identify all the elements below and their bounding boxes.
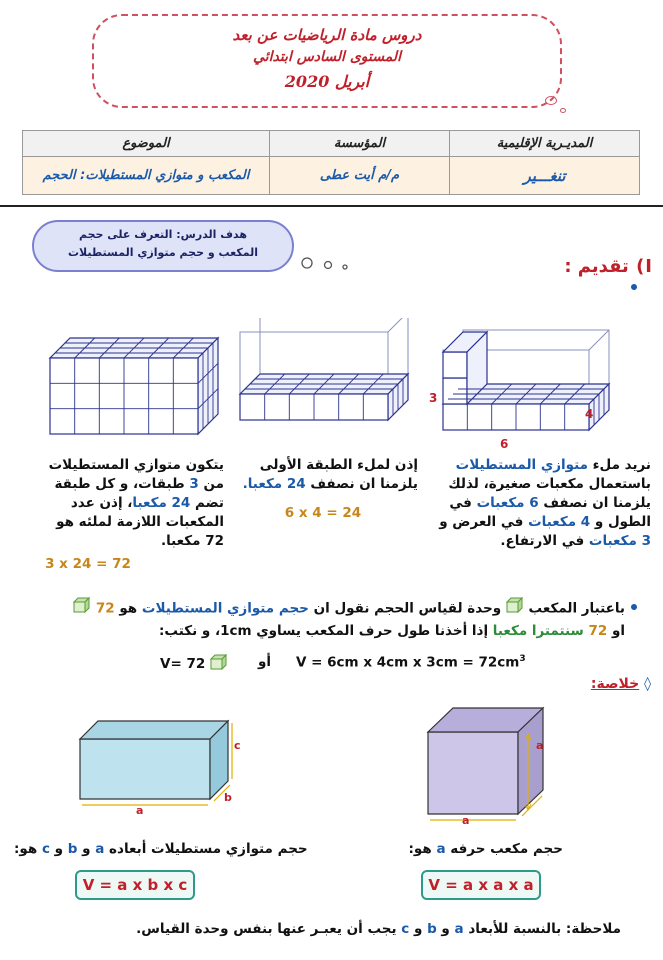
cube-figure — [418, 702, 568, 827]
table-cell-directorate: تنغـــير — [450, 157, 640, 195]
text-highlight: 24 مكعبا. — [242, 476, 306, 492]
text: V = 6cm x 4cm x 3cm = 72cm — [296, 654, 520, 671]
header-line-3: أبريل 2020 — [284, 72, 370, 91]
text: باستعمال مكعبات صغيرة، لذلك — [448, 476, 651, 492]
text-highlight: 6 مكعبات — [476, 495, 539, 511]
prism-formula-box: V = a x b x c — [75, 870, 195, 900]
bullet — [631, 284, 637, 290]
text: المكعبات اللازمة لملئه هو — [56, 514, 224, 530]
text-highlight: b — [67, 841, 78, 857]
text: هو — [114, 600, 142, 617]
text: هو: — [408, 841, 437, 857]
cube-formula-box: V = a x a x a — [421, 870, 541, 900]
text-highlight: c — [41, 841, 50, 857]
cube-edge-label: a — [536, 739, 544, 752]
cloud-bubble — [545, 96, 557, 105]
text: يتكون متوازي المستطيلات — [48, 457, 224, 473]
text: خلاصة: — [590, 676, 640, 692]
diamond-icon: ◊ — [644, 676, 651, 692]
text: حجم مكعب حرفه — [445, 841, 563, 857]
prism-volume-text — [14, 840, 308, 859]
text: حجم متوازي مستطيلات أبعاده — [104, 841, 308, 857]
text: و — [77, 841, 96, 857]
unit-cube-icon — [210, 654, 228, 674]
text-highlight: 3 مكعبات — [588, 533, 651, 549]
text-highlight: 24 مكعبا — [132, 495, 191, 511]
prism-label-b: b — [224, 791, 232, 804]
formula-cm — [296, 654, 526, 671]
prism-figure — [72, 715, 252, 815]
section-title — [564, 256, 653, 277]
divider — [0, 205, 663, 207]
cube-volume-text — [409, 840, 563, 859]
text: في — [449, 495, 477, 511]
text-highlight: a — [95, 841, 105, 857]
text: الطول و — [590, 514, 651, 530]
text-highlight: حجم متوازي المستطيلات — [141, 600, 309, 617]
text: هو: — [14, 841, 42, 857]
header-line-2: المستوى السادس ابتدائي — [253, 49, 401, 65]
paragraph-left — [12, 456, 224, 574]
header-line-1: دروس مادة الرياضيات عن بعد — [232, 26, 422, 44]
goal-bubbles — [295, 253, 355, 275]
prism-full-figure — [40, 318, 230, 448]
text: طبقات، و كل طبقة — [54, 476, 190, 492]
label-width: 4 — [585, 407, 594, 421]
text: باعتبار المكعب — [523, 600, 625, 617]
table-header: الموضوع — [23, 131, 270, 157]
goal-line-2: المكعب و حجم متوازي المستطيلات — [67, 246, 259, 259]
summary-title — [591, 676, 651, 692]
prism-layer-figure — [228, 318, 423, 448]
text: في العرض و — [439, 514, 529, 530]
text: و — [436, 921, 455, 937]
text: و — [49, 841, 68, 857]
text-highlight: متوازي المستطيلات — [455, 457, 588, 473]
prism-label-c: c — [234, 739, 241, 752]
calc-middle: 6 x 4 = 24 — [284, 505, 362, 521]
text: يجب أن يعبـر عنها بنفس وحدة القياس. — [136, 921, 402, 937]
table-header: المديـرية الإقليمية — [450, 131, 640, 157]
text: يلزمنا ان نصفف — [538, 495, 651, 511]
header-cloud — [92, 14, 562, 108]
text: في الارتفاع. — [500, 533, 589, 549]
text: و — [409, 921, 428, 937]
prism-label-a: a — [136, 804, 144, 817]
statement — [20, 597, 625, 642]
note — [136, 920, 621, 939]
section-title-text: تقديم : — [564, 256, 629, 277]
prism-row-figure — [425, 310, 625, 455]
text-highlight: a — [436, 841, 446, 857]
text-highlight: 72 — [95, 600, 115, 617]
text-highlight: 72 — [588, 623, 608, 639]
calc-left: 3 x 24 = 72 — [45, 556, 131, 572]
text-highlight: 3 — [189, 476, 199, 492]
formula-units — [160, 654, 228, 674]
cloud-bubble — [560, 108, 566, 113]
cube-bottom-label: a — [462, 814, 470, 827]
text-highlight: 4 مكعبات — [528, 514, 591, 530]
text: إذا أخذنا طول حرف المكعب يساوي 1cm، و نكتب: — [159, 623, 493, 639]
text-highlight: a — [454, 921, 464, 937]
bullet — [631, 604, 637, 610]
text-highlight: b — [427, 921, 437, 937]
text: او — [607, 623, 625, 639]
text-highlight: سنتمترا مكعبا — [492, 623, 589, 639]
paragraph-right — [439, 456, 651, 551]
text: 72 مكعبا. — [160, 533, 224, 549]
table-cell-topic: المكعب و متوازي المستطيلات: الحجم — [23, 157, 270, 195]
text: ملاحظة: بالنسبة للأبعاد — [463, 921, 621, 937]
text: وحدة لقياس الحجم نقول ان — [308, 600, 502, 617]
info-table — [22, 130, 640, 195]
unit-cube-icon — [506, 597, 524, 620]
text-highlight: c — [401, 921, 410, 937]
goal-line-1: هدف الدرس: التعرف على حجم — [78, 228, 248, 241]
text: ، إذن عدد — [70, 495, 133, 511]
text: 3 — [519, 654, 526, 664]
label-height: 3 — [429, 391, 438, 405]
table-cell-school: م/م أيت عطى — [270, 157, 450, 195]
unit-cube-icon — [73, 597, 91, 620]
text: تضم — [190, 495, 224, 511]
text: V= 72 — [160, 656, 206, 672]
paragraph-middle — [228, 456, 418, 523]
text: من — [198, 476, 224, 492]
table-header: المؤسسة — [270, 131, 450, 157]
section-number: I) — [636, 256, 653, 277]
label-length: 6 — [500, 437, 509, 451]
text: نريد ملء — [587, 457, 651, 473]
or-word: أو — [258, 654, 272, 670]
goal-cloud — [32, 220, 294, 272]
text: يلزمنا ان نصفف — [305, 476, 418, 492]
text: إذن لملء الطبقة الأولى — [259, 457, 418, 473]
